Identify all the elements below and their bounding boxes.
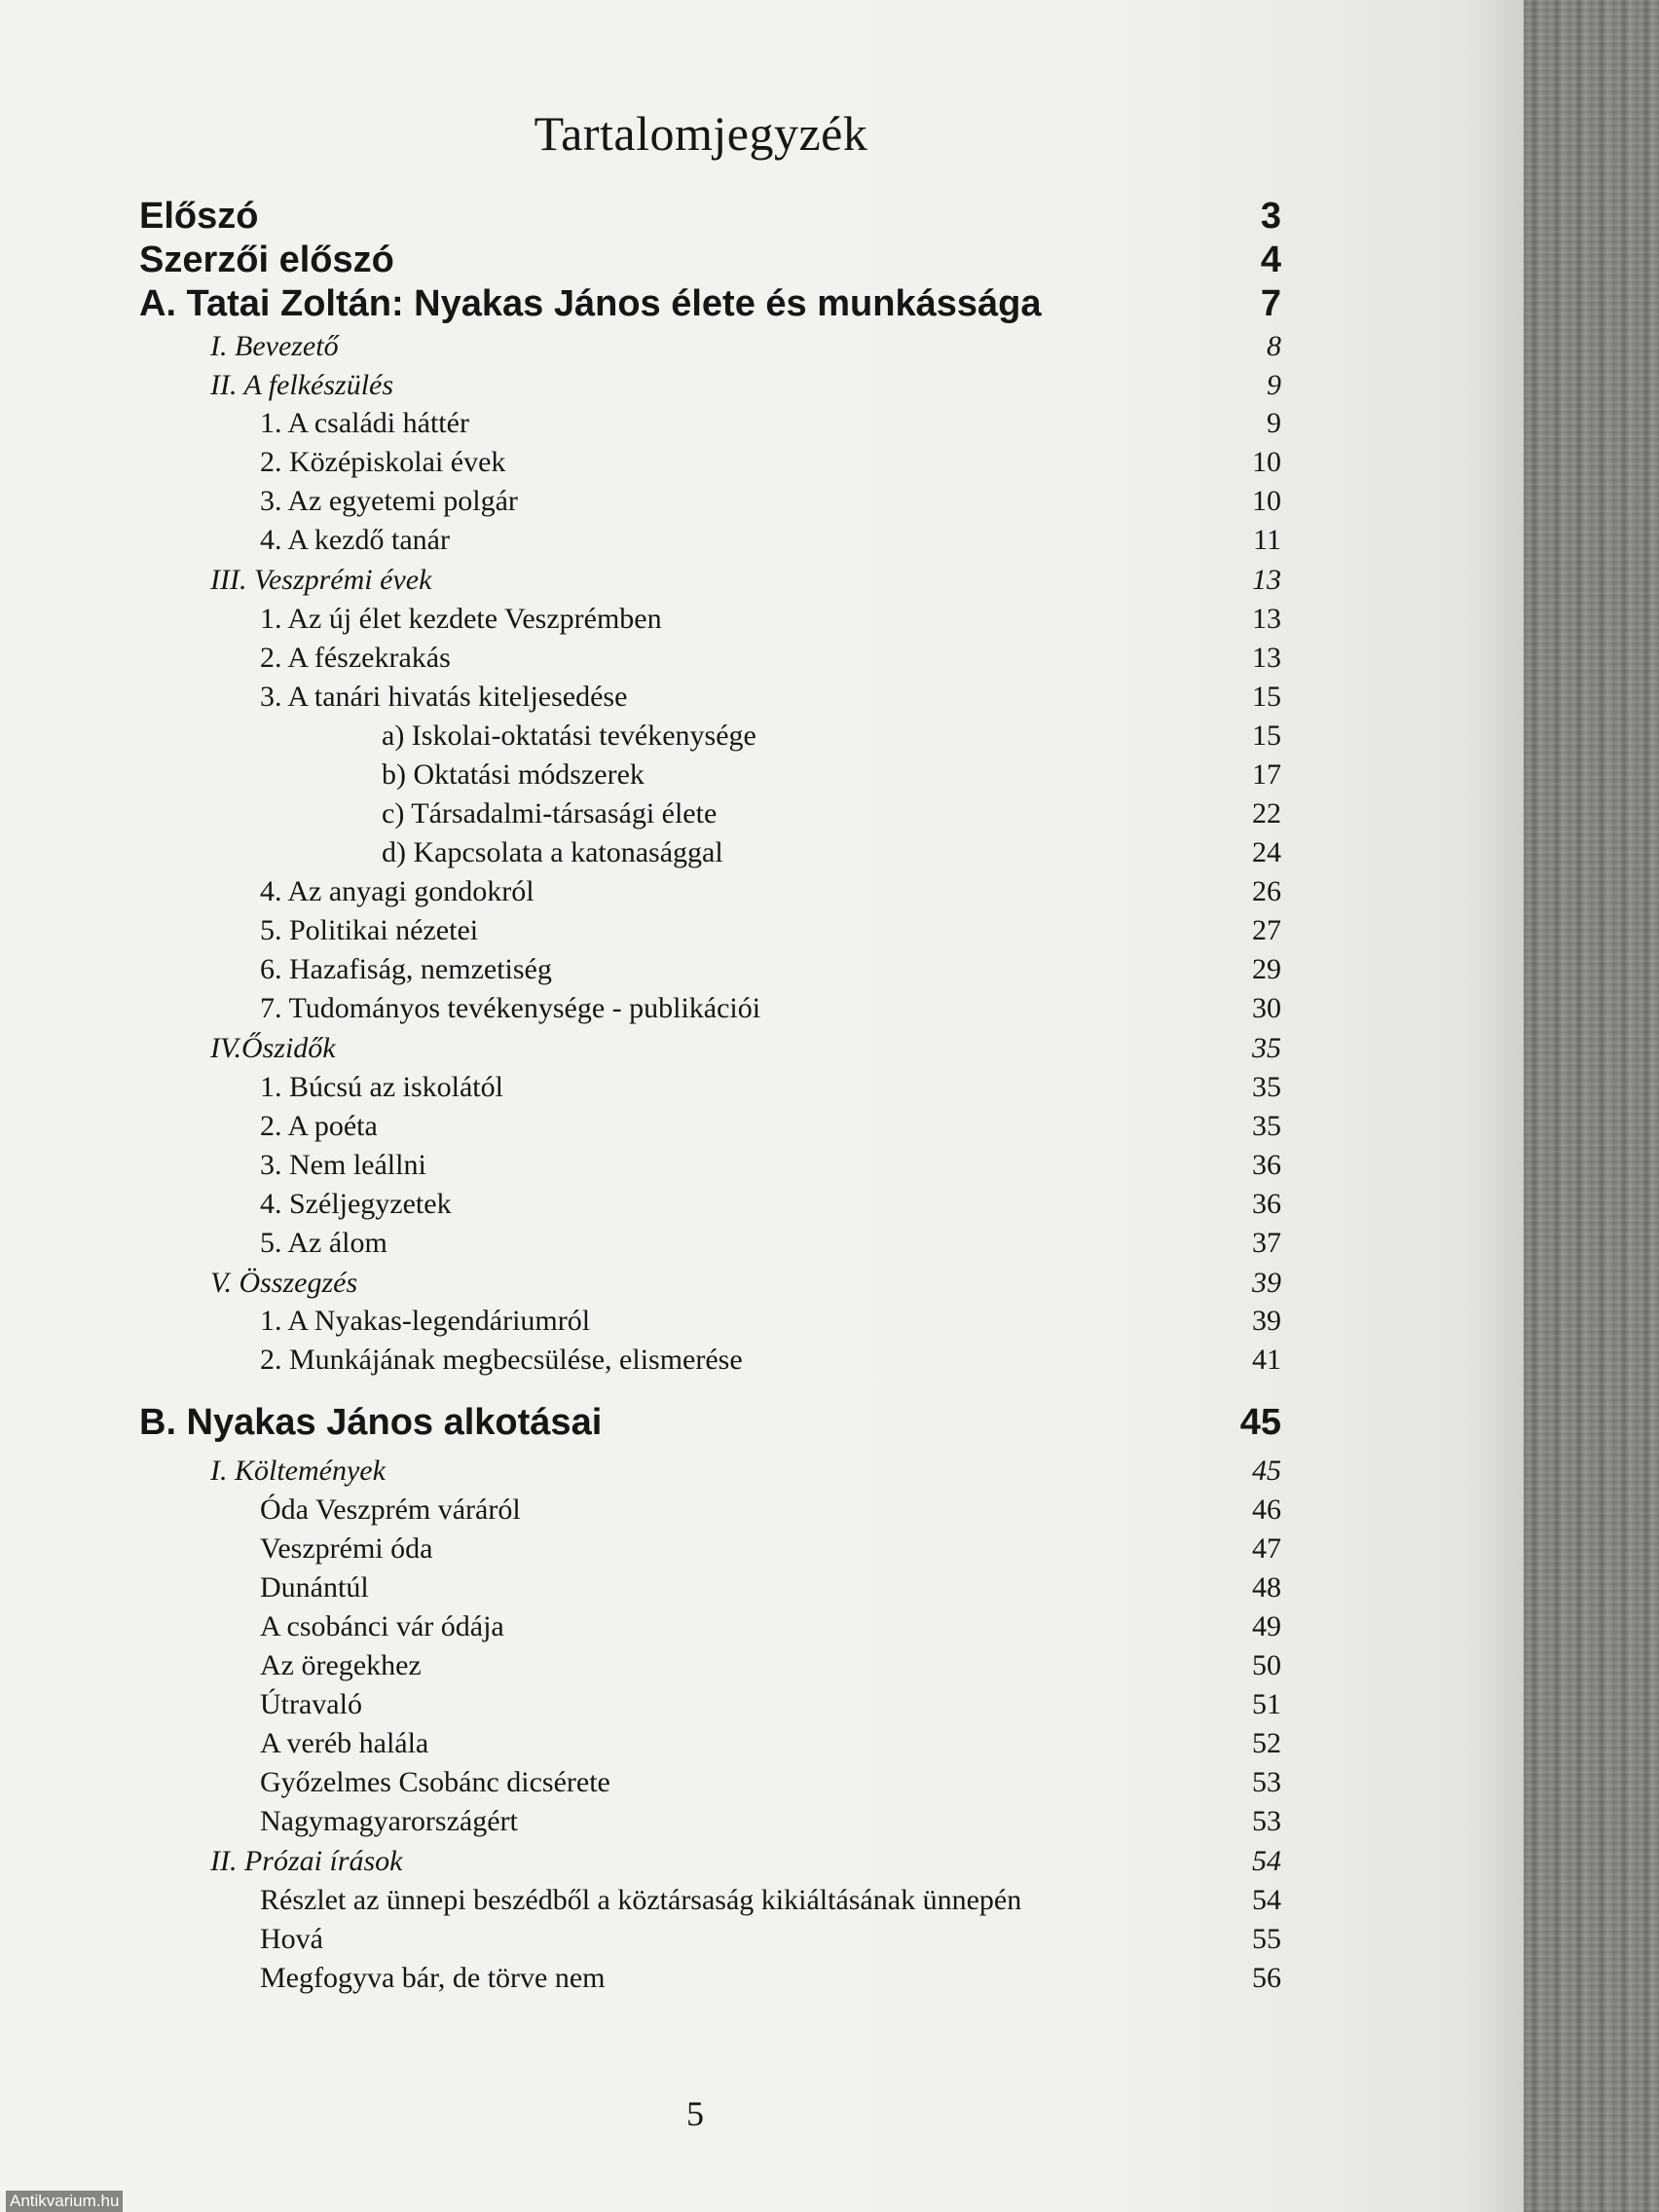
toc-entry-page: 30 (1252, 992, 1281, 1024)
toc-entry-main (0, 196, 1281, 242)
toc-entry-label: V. Összegzés (210, 1267, 358, 1299)
toc-entry-page: 37 (1252, 1227, 1281, 1259)
toc-entry-label: Győzelmes Csobánc dicsérete (260, 1766, 610, 1798)
toc-entry-section (0, 1267, 1281, 1304)
toc-entry-page: 15 (1252, 719, 1281, 752)
toc-entry-label: 4. Az anyagi gondokról (260, 875, 535, 907)
toc-entry-subitem (0, 797, 1281, 836)
toc-entry-page: 56 (1252, 1962, 1281, 1994)
toc-entry-section (0, 1845, 1281, 1882)
toc-entry-item (0, 1923, 1281, 1962)
toc-entry-page: 8 (1267, 330, 1281, 362)
toc-entry-item (0, 1344, 1281, 1382)
toc-entry-label: a) Iskolai-oktatási tevékenysége (382, 719, 756, 752)
toc-entry-page: 15 (1252, 681, 1281, 713)
toc-entry-item (0, 1188, 1281, 1227)
toc-entry-page: 35 (1252, 1071, 1281, 1103)
toc-entry-page: 39 (1252, 1305, 1281, 1337)
toc-entry-page: 47 (1252, 1532, 1281, 1565)
toc-entry-label: Veszprémi óda (260, 1532, 433, 1565)
toc-entry-page: 36 (1252, 1149, 1281, 1181)
page-number: 5 (686, 2094, 704, 2133)
toc-entry-page: 36 (1252, 1188, 1281, 1220)
toc-entry-label: 2. Középiskolai évek (260, 446, 506, 478)
toc-entry-label: 1. Búcsú az iskolától (260, 1071, 503, 1103)
toc-entry-page: 13 (1252, 603, 1281, 635)
toc-entry-label: 3. A tanári hivatás kiteljesedése (260, 681, 628, 713)
toc-entry-label: Részlet az ünnepi beszédből a köztársaság kikiáltásának ünnepén (260, 1884, 1022, 1916)
toc-entry-section (0, 1455, 1281, 1492)
toc-entry-page: 39 (1252, 1267, 1281, 1299)
toc-entry-item (0, 642, 1281, 681)
toc-entry-item (0, 1766, 1281, 1805)
toc-entry-page: 27 (1252, 914, 1281, 946)
toc-entry-item (0, 1071, 1281, 1110)
toc-entry-section (0, 330, 1281, 367)
toc-entry-item (0, 1110, 1281, 1149)
toc-entry-item (0, 407, 1281, 446)
toc-entry-page: 50 (1252, 1649, 1281, 1681)
toc-entry-label: 2. A poéta (260, 1110, 378, 1142)
toc-entry-section (0, 1032, 1281, 1069)
toc-entry-label: 4. A kezdő tanár (260, 524, 450, 556)
toc-entry-page: 13 (1252, 642, 1281, 674)
toc-entry-label: II. Prózai írások (210, 1845, 403, 1877)
toc-entry-label: Az öregekhez (260, 1649, 422, 1681)
toc-entry-item (0, 1493, 1281, 1532)
toc-entry-item (0, 1727, 1281, 1766)
toc-entry-main (0, 283, 1281, 330)
toc-entry-item (0, 681, 1281, 719)
toc-entry-label: 1. Az új élet kezdete Veszprémben (260, 603, 662, 635)
toc-entry-page: 45 (1239, 1402, 1281, 1443)
toc-entry-label: 2. A fészekrakás (260, 642, 451, 674)
toc-entry-page: 53 (1252, 1766, 1281, 1798)
toc-entry-item (0, 914, 1281, 953)
toc-entry-label: Nagymagyarországért (260, 1805, 518, 1837)
toc-entry-label: 6. Hazafiság, nemzetiség (260, 953, 552, 985)
toc-entry-item (0, 1805, 1281, 1844)
book-spine (1524, 0, 1659, 2212)
toc-entry-label: Dunántúl (260, 1571, 369, 1604)
watermark: Antikvarium.hu (6, 2191, 123, 2212)
toc-entry-page: 17 (1252, 758, 1281, 791)
toc-entry-page: 10 (1252, 446, 1281, 478)
toc-entry-item (0, 1532, 1281, 1571)
toc-entry-page: 49 (1252, 1610, 1281, 1642)
toc-entry-label: b) Oktatási módszerek (382, 758, 645, 791)
toc-entry-label: 3. Nem leállni (260, 1149, 426, 1181)
toc-entry-label: IV.Őszidők (210, 1032, 336, 1064)
toc-entry-page: 13 (1252, 564, 1281, 596)
toc-entry-label: III. Veszprémi évek (210, 564, 432, 596)
toc-entry-page: 35 (1252, 1110, 1281, 1142)
toc-entry-subitem (0, 758, 1281, 797)
toc-entry-item (0, 446, 1281, 485)
toc-entry-label: II. A felkészülés (210, 369, 394, 401)
toc-entry-page: 11 (1253, 524, 1281, 556)
toc-entry-section (0, 564, 1281, 601)
toc-entry-label: A. Tatai Zoltán: Nyakas János élete és munkássága (139, 283, 1042, 324)
toc-entry-label: A veréb halála (260, 1727, 429, 1759)
toc-entry-label: 5. Az álom (260, 1227, 387, 1259)
toc-entry-item (0, 953, 1281, 992)
toc-entry-item (0, 875, 1281, 914)
toc-entry-item (0, 1610, 1281, 1649)
toc-entry-item (0, 992, 1281, 1031)
toc-entry-label: 3. Az egyetemi polgár (260, 485, 518, 517)
toc-entry-label: Hová (260, 1923, 323, 1955)
toc-entry-label: d) Kapcsolata a katonasággal (382, 836, 723, 868)
toc-entry-item (0, 1884, 1281, 1923)
toc-entry-page: 52 (1252, 1727, 1281, 1759)
toc-entry-subitem (0, 719, 1281, 758)
toc-entry-page: 10 (1252, 485, 1281, 517)
toc-entry-page: 35 (1252, 1032, 1281, 1064)
toc-entry-page: 9 (1267, 369, 1281, 401)
toc-entry-page: 41 (1252, 1344, 1281, 1376)
toc-entry-page: 51 (1252, 1688, 1281, 1720)
toc-entry-label: Óda Veszprém váráról (260, 1493, 521, 1526)
toc-entry-page: 53 (1252, 1805, 1281, 1837)
toc-entry-page: 54 (1252, 1884, 1281, 1916)
toc-entry-item (0, 1649, 1281, 1688)
toc-entry-label: 1. A családi háttér (260, 407, 469, 439)
toc-entry-page: 46 (1252, 1493, 1281, 1526)
toc-entry-main (0, 1402, 1281, 1449)
toc-entry-page: 24 (1252, 836, 1281, 868)
toc-entry-item (0, 1305, 1281, 1344)
toc-entry-page: 9 (1267, 407, 1281, 439)
toc-entry-label: Előszó (139, 196, 259, 237)
toc-entry-label: Megfogyva bár, de törve nem (260, 1962, 606, 1994)
toc-entry-label: 7. Tudományos tevékenysége - publikációi (260, 992, 761, 1024)
toc-entry-item (0, 524, 1281, 563)
toc-entry-label: Útravaló (260, 1688, 362, 1720)
toc-entry-item (0, 1688, 1281, 1727)
toc-entry-item (0, 1227, 1281, 1266)
toc-entry-item (0, 1149, 1281, 1188)
toc-entry-page: 7 (1260, 283, 1281, 324)
toc-entry-label: 4. Széljegyzetek (260, 1188, 452, 1220)
toc-entry-page: 48 (1252, 1571, 1281, 1604)
toc-entry-label: 5. Politikai nézetei (260, 914, 479, 946)
toc-entry-label: 1. A Nyakas-legendáriumról (260, 1305, 591, 1337)
toc-entry-section (0, 369, 1281, 406)
toc-entry-item (0, 603, 1281, 642)
toc-entry-label: Szerzői előszó (139, 240, 394, 280)
toc-entry-page: 45 (1252, 1455, 1281, 1487)
page-title: Tartalomjegyzék (534, 106, 868, 161)
toc-entry-item (0, 1571, 1281, 1610)
toc-entry-item (0, 485, 1281, 524)
toc-entry-page: 55 (1252, 1923, 1281, 1955)
toc-entry-page: 22 (1252, 797, 1281, 830)
toc-entry-page: 4 (1260, 240, 1281, 280)
toc-entry-page: 54 (1252, 1845, 1281, 1877)
toc-entry-item (0, 1962, 1281, 2001)
toc-entry-label: B. Nyakas János alkotásai (139, 1402, 603, 1443)
toc-entry-label: I. Bevezető (210, 330, 339, 362)
toc-entry-subitem (0, 836, 1281, 875)
toc-entry-page: 29 (1252, 953, 1281, 985)
toc-entry-label: A csobánci vár ódája (260, 1610, 504, 1642)
toc-entry-label: I. Költemények (210, 1455, 386, 1487)
toc-entry-page: 3 (1260, 196, 1281, 237)
toc-entry-label: 2. Munkájának megbecsülése, elismerése (260, 1344, 743, 1376)
toc-entry-label: c) Társadalmi-társasági élete (382, 797, 718, 830)
toc-entry-page: 26 (1252, 875, 1281, 907)
toc-entry-main (0, 240, 1281, 286)
